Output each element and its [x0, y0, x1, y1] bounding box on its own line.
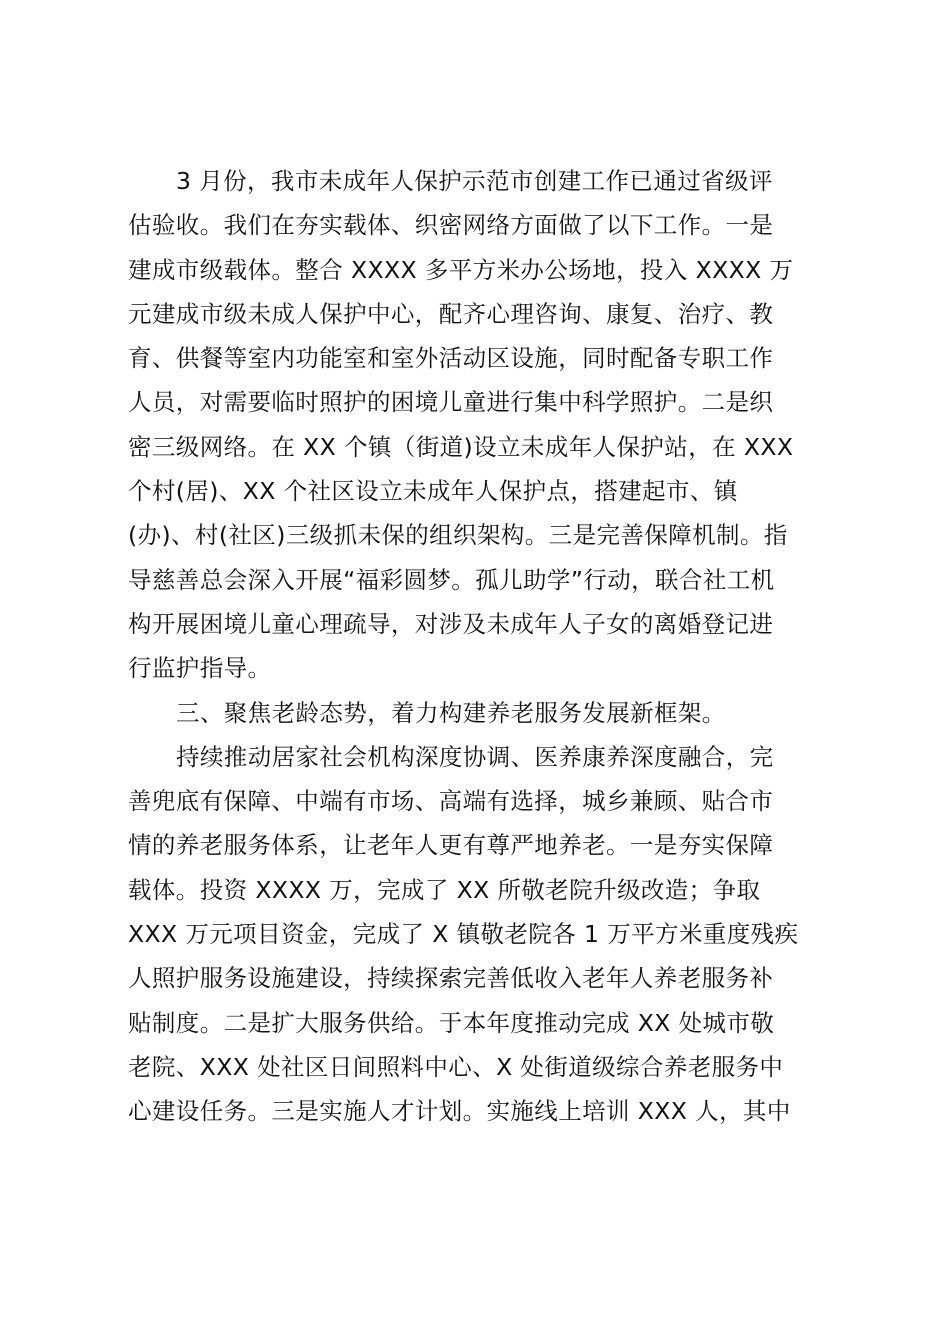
text-line: 行监护指导。 [128, 654, 272, 683]
text-line: XXX 万元项目资金，完成了 X 镇敬老院各 1 万平方米重度残疾 [128, 920, 799, 949]
text-line: 个村(居)、XX 个社区设立未成年人保护点，搭建起市、镇 [128, 477, 738, 506]
text-line: 情的养老服务体系，让老年人更有尊严地养老。一是夯实保障 [128, 831, 774, 860]
document-body [128, 159, 828, 1134]
text-line: 老院、XXX 处社区日间照料中心、X 处街道级综合养老服务中 [128, 1052, 784, 1081]
text-line: 持续推动居家社会机构深度协调、医养康养深度融合，完 [176, 742, 774, 771]
text-line: 3 月份，我市未成年人保护示范市创建工作已通过省级评 [176, 167, 773, 195]
text-line: 导慈善总会深入开展“福彩圆梦。孤儿助学”行动，联合社工机 [128, 565, 775, 594]
text-line: 心建设任务。三是实施人才计划。实施线上培训 XXX 人，其中 [128, 1097, 791, 1126]
text-line: 人员，对需要临时照护的困境儿童进行集中科学照护。二是织 [128, 388, 774, 417]
text-line: (办)、村(社区)三级抓未保的组织架构。三是完善保障机制。指 [128, 521, 788, 550]
text-line: 密三级网络。在 XX 个镇（街道)设立未成年人保护站，在 XXX [128, 432, 794, 461]
paragraph [128, 735, 828, 1134]
text-line: 载体。投资 XXXX 万，完成了 XX 所敬老院升级改造；争取 [128, 875, 761, 904]
section-heading [128, 691, 828, 735]
text-line: 估验收。我们在夯实载体、织密网络方面做了以下工作。一是 [128, 211, 774, 240]
text-line: 育、供餐等室内功能室和室外活动区设施，同时配备专职工作 [128, 344, 774, 373]
text-line: 构开展困境儿童心理疏导，对涉及未成年人子女的离婚登记进 [128, 609, 774, 638]
text-line: 人照护服务设施建设，持续探索完善低收入老年人养老服务补 [128, 964, 774, 993]
text-line: 三、聚焦老龄态势，着力构建养老服务发展新框架。 [176, 698, 726, 727]
paragraph [128, 159, 828, 691]
text-line: 元建成市级未成人保护中心，配齐心理咨询、康复、治疗、教 [128, 299, 774, 328]
text-line: 贴制度。二是扩大服务供给。于本年度推动完成 XX 处城市敬 [128, 1008, 775, 1037]
text-line: 善兜底有保障、中端有市场、高端有选择，城乡兼顾、贴合市 [128, 787, 774, 816]
text-line: 建成市级载体。整合 XXXX 多平方米办公场地，投入 XXXX 万 [128, 255, 794, 284]
